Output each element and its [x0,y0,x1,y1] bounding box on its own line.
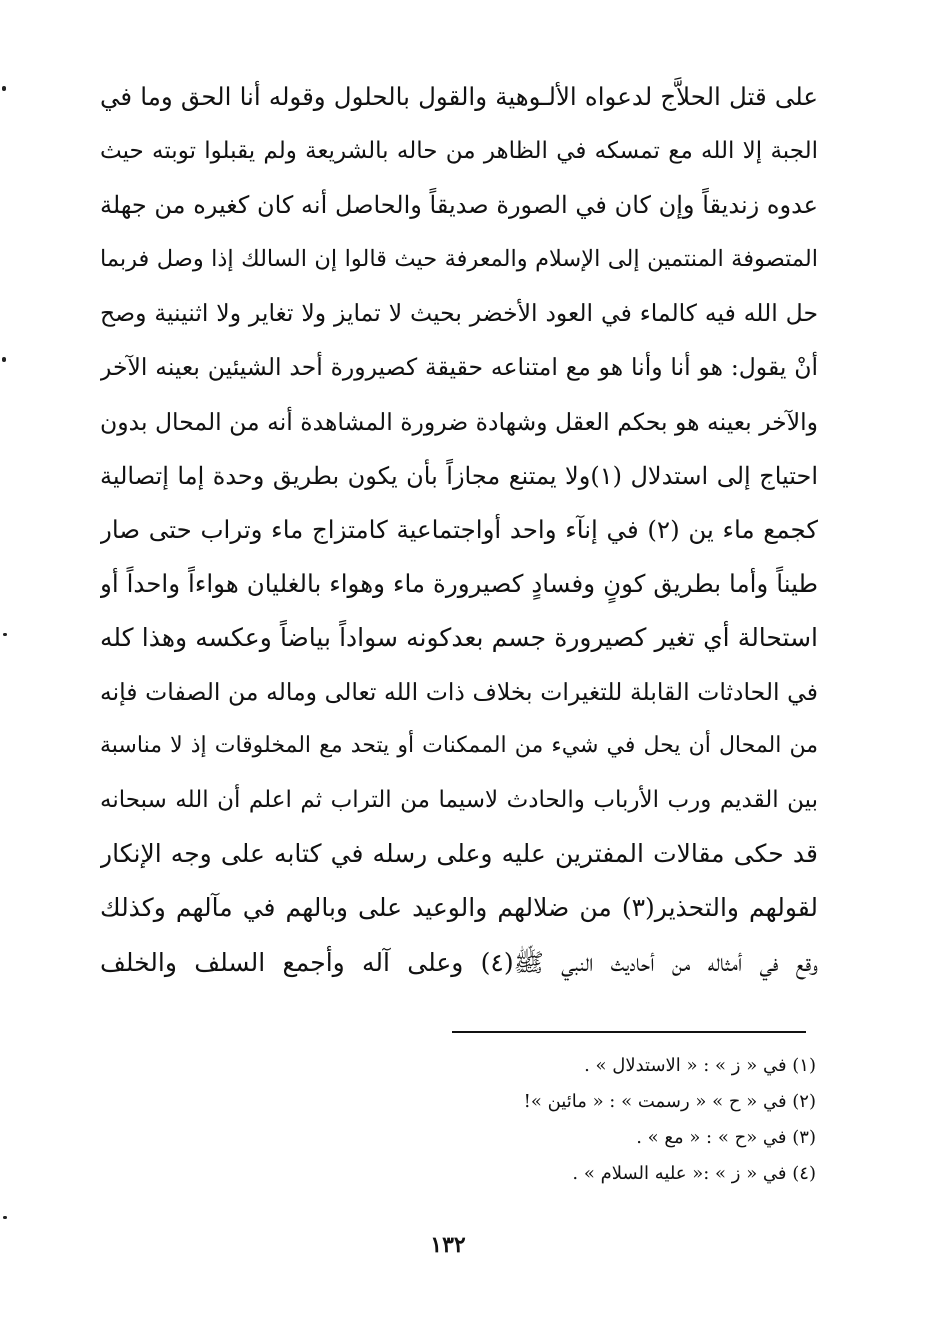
margin-mark [3,1216,7,1219]
footnotes [420,1048,816,1192]
text-line: الجبة إلا الله مع تمسكه في الظاهر من حاله بالشريعة ولم يقبلوا توبته حيث [100,138,818,165]
text-line: والآخر بعينه هو بحكم العقل وشهادة ضرورة المشاهدة أنه من المحال بدون [100,407,818,436]
text-line: المتصوفة المنتمين إلى الإسلام والمعرفة حيث قالوا إن السالك إذا وصل فربما [100,246,818,273]
main-text [100,70,818,990]
text-line: على قتل الحلاَّج لدعواه الألـوهية والقول بالحلول وقوله أنا الحق وما في [100,82,818,111]
text-line: قد حكى مقالات المفترين عليه وعلى رسله في كتابه على وجه الإنكار [100,839,818,869]
margin-mark [2,357,6,362]
footnote-2: (٢) في « ح » « رسمت » : « مائين »! [523,1091,816,1112]
text-line: احتياج إلى استدلال (١)ولا يمتنع مجازاً بأن يكون بطريق وحدة إما إتصالية [100,461,818,490]
margin-mark [2,86,6,91]
text-line: في الحادثات القابلة للتغيرات بخلاف ذات الله تعالى وماله من الصفات فإنه [100,678,818,707]
text-line: وقع في أمثاله من أحاديث النبي ﷺ(٤) وعلى آله وأجمع السلف والخلف [100,947,818,977]
page-number: ١٣٢ [430,1232,466,1258]
text-line: أنْ يقول: هو أنا وأنا هو مع امتناعه حقيقة كصيرورة أحد الشيئين بعينه الآخر [100,353,818,382]
text-line: لقولهم والتحذير(٣) من ضلالهم والوعيد على وبالهم في مآلهم وكذلك [100,893,818,923]
margin-mark [3,633,7,636]
footnote-divider [452,1031,806,1033]
text-line: من المحال أن يحل في شيء من الممكنات أو يتحد مع المخلوقات إذ لا مناسبة [100,733,818,759]
footnote-1: (١) في « ز » : « الاستدلال » . [584,1055,816,1076]
text-line: استحالة أي تغير كصيرورة جسم بعدكونه سواداً بياضاً وعكسه وهذا كله [100,622,818,652]
text-line: عدوه زنديقاً وإن كان في الصورة صديقاً والحاصل أنه كان كغيره من جهلة [100,191,818,220]
footnote-4: (٤) في « ز » :« عليه السلام » . [572,1163,816,1184]
text-line: طيناً وأما بطريق كونٍ وفسادٍ كصيرورة ماء وهواء بالغليان هواءاً واحداً أو [100,568,818,598]
footnote-3: (٣) في «ح » : « مع » . [636,1127,816,1148]
text-line: حل الله فيه كالماء في العود الأخضر بحيث لا تمايز ولا تغاير ولا اثنينية وصح [100,299,818,328]
text-line: بين القديم ورب الأرباب والحادث لاسيما من التراب ثم اعلم أن الله سبحانه [100,787,818,814]
text-line: كجمع ماء ين (٢) في إنآء واحد أواجتماعية كامتزاج ماء وتراب حتى صار [100,514,818,544]
